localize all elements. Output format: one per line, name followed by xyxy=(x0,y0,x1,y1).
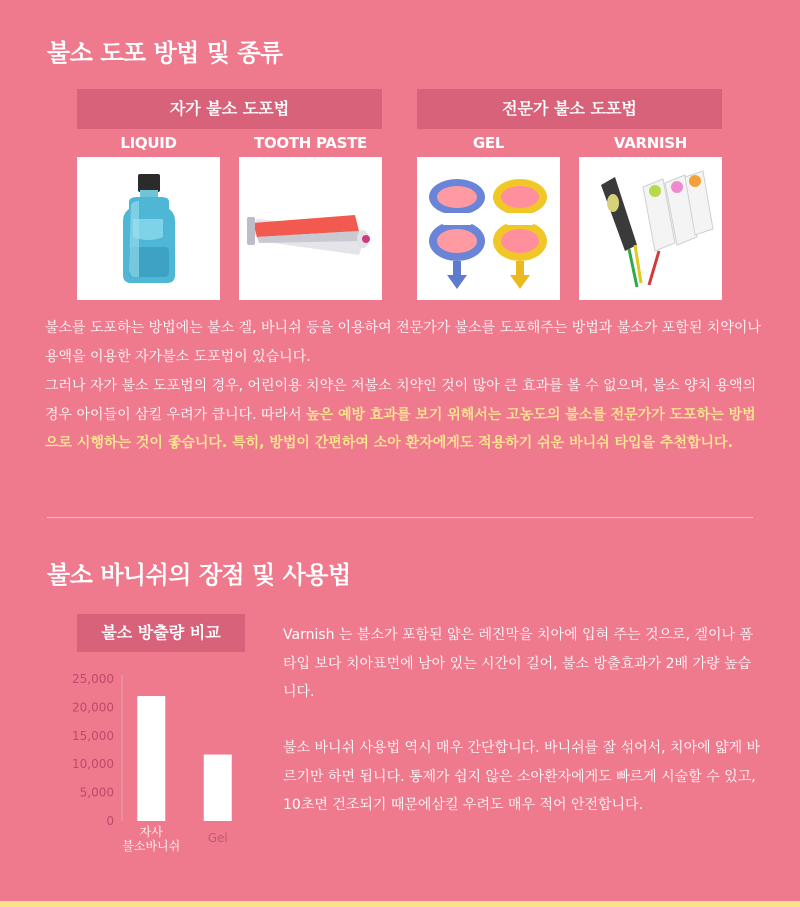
x-category-label: 자사 xyxy=(139,825,163,839)
product-label-toothpaste: TOOTH PASTE xyxy=(254,134,367,152)
product-label-varnish: VARNISH xyxy=(613,134,688,152)
bottom-accent-bar xyxy=(0,901,800,907)
paragraph-plain-text: 그러나 자가 불소 도포법의 경우, 어린이용 치약은 저불소 치약인 것이 많아 큰 효과를 볼 수 없으며, 불소 양치 용액의 경우 아이들이 삼킬 우려가 큽니다. 따라서 xyxy=(45,378,757,423)
product-image-liquid xyxy=(77,157,220,300)
product-label-liquid: LIQUID xyxy=(120,134,177,152)
self-application-limitations-paragraph xyxy=(45,372,765,458)
mouthwash-bottle-icon xyxy=(77,157,220,300)
toothpaste-tube-icon xyxy=(239,157,382,300)
chart-title-box: 불소 방출량 비교 xyxy=(77,614,245,652)
product-image-gel xyxy=(417,157,560,300)
bar-1 xyxy=(204,755,232,821)
y-tick-label: 20,000 xyxy=(72,700,114,715)
y-tick-label: 10,000 xyxy=(72,757,114,772)
section-title-fluoride-methods: 불소 도포 방법 및 종류 xyxy=(47,39,283,67)
varnish-usage-paragraph: 불소 바니쉬 사용법 역시 매우 간단합니다. 바니쉬를 잘 섞어서, 치아에 얇게 바르기만 하면 됩니다. 통제가 쉽지 않은 소아환자에게도 빠르게 시술할 수 있고, 10초면 건조되기 때문에삼킬 우려도 매우 적어 안전합니다. xyxy=(283,740,761,813)
section-title-varnish-advantages: 불소 바니쉬의 장점 및 사용법 xyxy=(47,561,351,589)
varnish-packets-icon xyxy=(579,157,722,300)
fluoride-methods-paragraph: 불소를 도포하는 방법에는 불소 겔, 바니쉬 등을 이용하여 전문가가 불소를 도포해주는 방법과 불소가 포함된 치약이나 용액을 이용한 자가불소 도포법이 있습니다. xyxy=(45,320,761,365)
y-tick-label: 25,000 xyxy=(72,672,114,686)
y-tick-label: 5,000 xyxy=(79,785,114,800)
group-header-self-application: 자가 불소 도포법 xyxy=(77,89,382,129)
recommendation-highlight-text: 높은 예방 효과를 보기 위해서는 고농도의 불소를 전문가가 도포하는 방법으로 시행하는 것이 좋습니다. 특히, 방법이 간편하여 소아 환자에게도 적용하기 쉬운 바니쉬 타입을 추천합니다. xyxy=(45,406,756,451)
x-category-label: 불소바니쉬 xyxy=(122,839,181,853)
product-label-gel: GEL xyxy=(472,134,505,152)
fluoride-release-bar-chart xyxy=(40,665,270,865)
x-category-label: Gel xyxy=(207,831,228,845)
product-image-toothpaste xyxy=(239,157,382,300)
fluoride-gel-tray-icon xyxy=(417,157,560,300)
group-header-professional-application: 전문가 불소 도포법 xyxy=(417,89,722,129)
product-image-varnish xyxy=(579,157,722,300)
y-tick-label: 0 xyxy=(106,814,114,828)
section-divider xyxy=(47,517,753,518)
bar-0 xyxy=(137,696,165,821)
varnish-description-paragraph: Varnish 는 불소가 포함된 얇은 레진막을 치아에 입혀 주는 것으로, 겔이나 폼 타입 보다 치아표면에 남아 있는 시간이 길어, 불소 방출효과가 2배 가량 높습니다. xyxy=(283,627,754,700)
y-tick-label: 15,000 xyxy=(72,728,114,743)
